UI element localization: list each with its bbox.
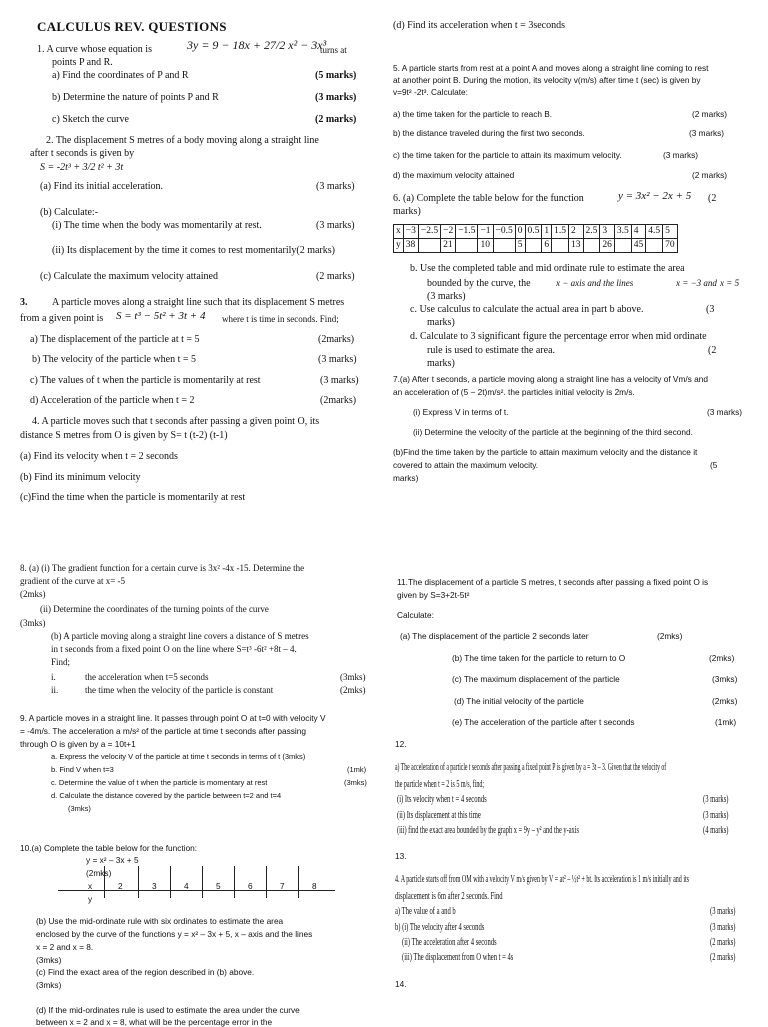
q11b-text: (b) The time taken for the particle to return to O: [452, 653, 626, 663]
q9b-marks: (1mk): [347, 765, 367, 774]
q6-x-cell: 3: [600, 225, 615, 239]
q8-line2: gradient of the curve at x= -5: [20, 576, 126, 586]
q7b-line2: covered to attain the maximum velocity.: [393, 460, 539, 470]
q6-y-label: y: [394, 239, 404, 253]
q10-line1: 10.(a) Complete the table below for the function:: [20, 843, 198, 853]
q1b-text: b) Determine the nature of points P and R: [52, 92, 219, 103]
q6-y-cell: 45: [631, 239, 646, 253]
q12ii-marks-wrap: [703, 809, 745, 821]
q8bii-num: ii.: [51, 685, 59, 695]
q12-line2-text: the particle when t = 2 is 5 m/s, find;: [395, 778, 485, 790]
q10-col-divider: [170, 866, 171, 898]
q6d-line1: d. Calculate to 3 significant figure the percentage error when mid ordinate: [410, 331, 707, 342]
q6-x-cell: −3: [403, 225, 418, 239]
q11a-text: (a) The displacement of the particle 2 seconds later: [400, 631, 589, 641]
q10-x-cell: 6: [248, 881, 253, 891]
q10-function: y = x² – 3x + 5: [86, 855, 139, 865]
q6b-x5: x = 5: [720, 278, 740, 288]
q10-y-label: y: [88, 894, 93, 904]
q12-line2: [395, 778, 557, 790]
q9b-text: b. Find V when t=3: [51, 765, 114, 774]
q5-line3: v=9t² -2t³. Calculate:: [393, 87, 468, 97]
q7i-text: (i) Express V in terms of t.: [413, 407, 509, 417]
q12-num: 12.: [395, 739, 407, 749]
q2a-text: (a) Find its initial acceleration.: [40, 181, 164, 192]
q13iii-marks: (2 marks): [710, 951, 736, 963]
q7-line2: an acceleration of (5 − 2t)m/s². the particles initial velocity is 2m/s.: [393, 387, 635, 397]
q6-y-cell: 21: [441, 239, 456, 253]
q13b-marks-wrap: [710, 921, 752, 933]
q8-line2-marks: (2mks): [20, 589, 46, 599]
q3a-marks: (2marks): [318, 334, 355, 345]
q12iii-marks-wrap: [703, 824, 745, 836]
q10b-line1: (b) Use the mid-ordinate rule with six ordinates to estimate the area: [36, 916, 284, 926]
q3-equation: S = t³ − 5t² + 3t + 4: [116, 310, 206, 322]
q6-x-cell: 1: [542, 225, 552, 239]
q9c-marks: (3mks): [344, 778, 367, 787]
q12ii: [397, 809, 537, 821]
q6-y-cell: 26: [600, 239, 615, 253]
q13ii-marks-wrap: [710, 936, 752, 948]
q1-intro-b: turns at: [320, 45, 347, 55]
q7b-line1: (b)Find the time taken by the particle to attain maximum velocity and the distance it: [393, 447, 698, 457]
q13-line2-text: displacement is 6m after 2 seconds. Find: [395, 890, 503, 902]
q11d-marks: (2mks): [712, 696, 738, 706]
q6b-line2a: bounded by the curve, the: [427, 278, 531, 289]
q6-y-cell: 10: [478, 239, 493, 253]
q11-line1: 11.The displacement of a particle S metres, t seconds after passing a fixed point O is: [397, 577, 709, 587]
q6-equation: y = 3x² − 2x + 5: [618, 190, 692, 202]
q4b-text: (b) Find its minimum velocity: [20, 472, 141, 483]
q12i-marks: (3 marks): [703, 793, 729, 805]
page-title: CALCULUS REV. QUESTIONS: [37, 19, 227, 34]
q11d-text: (d) The initial velocity of the particle: [454, 696, 584, 706]
q11-line2: given by S=3+2t-5t²: [397, 590, 470, 600]
q10b-line3: x = 2 and x = 8.: [36, 942, 94, 952]
q2c-text: (c) Calculate the maximum velocity attained: [40, 271, 218, 282]
q2b-text: (b) Calculate:-: [40, 207, 99, 218]
q10-marks: (2mks): [86, 868, 112, 878]
q13ii: [402, 936, 560, 948]
q4-line1: 4. A particle moves such that t seconds after passing a given point O, its: [32, 416, 320, 427]
q6-y-cell: [583, 239, 600, 253]
q1c-text: c) Sketch the curve: [52, 114, 129, 125]
q11c-text: (c) The maximum displacement of the particle: [452, 674, 620, 684]
q8-line1: 8. (a) (i) The gradient function for a certain curve is 3x² -4x -15. Determine the: [20, 563, 305, 573]
q8ii-marks: (3mks): [20, 618, 46, 628]
q6-x-cell: 3.5: [614, 225, 631, 239]
q10-x-cell: 7: [280, 881, 285, 891]
q10-col-divider: [138, 866, 139, 898]
q6-y-cell: [614, 239, 631, 253]
q13-line1-text: 4. A particle starts off from OM with a velocity V m/s given by V = at² – ½t² + bt. Its acceleration is 1 m/s initially and its: [395, 873, 690, 885]
q6-x-row: [394, 225, 678, 239]
q13a-text: a) The value of a and b: [395, 905, 456, 917]
q6-x-cell: 1.5: [552, 225, 569, 239]
q13b-marks: (3 marks): [710, 921, 736, 933]
q10d-line2: between x = 2 and x = 8, what will be the percentage error in the: [36, 1017, 273, 1027]
q8b-line1: (b) A particle moving along a straight line covers a distance of S metres: [51, 631, 309, 641]
q10-col-divider: [266, 866, 267, 898]
q1-equation: 3y = 9 − 18x + 27/2 x² − 3x³: [187, 38, 327, 52]
q13-line2: [395, 890, 574, 902]
q9d-marks: (3mks): [68, 804, 91, 813]
q5a-marks: (2 marks): [692, 109, 728, 119]
q1a-marks: (5 marks): [315, 70, 357, 81]
q10-x-cell: 5: [216, 881, 221, 891]
q6-y-cell: [552, 239, 569, 253]
q8b-line2: in t seconds from a fixed point O on the line where S=t³ -6t² +8t – 4.: [51, 644, 297, 654]
q3-num: 3.: [20, 297, 28, 308]
q5c-marks: (3 marks): [663, 150, 699, 160]
q12iii-marks: (4 marks): [703, 824, 729, 836]
q6-x-cell: −1: [478, 225, 493, 239]
q6-y-cell: [525, 239, 542, 253]
q12i-marks-wrap: [703, 793, 745, 805]
q10c-line1: (c) Find the exact area of the region described in (b) above.: [36, 967, 255, 977]
q2bi-marks: (3 marks): [316, 220, 355, 231]
q9-line3: through O is given by a = 10t+1: [20, 739, 136, 749]
q6d-marks-a: (2: [708, 345, 717, 356]
q6-x-cell: 4.5: [646, 225, 663, 239]
q12-line1: [395, 761, 768, 773]
q8ii-text: (ii) Determine the coordinates of the turning points of the curve: [40, 604, 269, 614]
q1-intro-c: points P and R.: [52, 57, 113, 68]
q6-y-cell: [456, 239, 478, 253]
q6b-line1: b. Use the completed table and mid ordinate rule to estimate the area: [410, 263, 685, 274]
q6-y-cell: [493, 239, 515, 253]
q6-x-cell: −2.5: [418, 225, 440, 239]
q3b-marks: (3 marks): [318, 354, 357, 365]
q10-col-divider: [202, 866, 203, 898]
q13a-marks-wrap: [710, 905, 752, 917]
q3b-text: b) The velocity of the particle when t = 5: [32, 354, 197, 365]
q10-table-rule: [58, 890, 335, 891]
q13iii-text: (iii) The displacement from O when t = 4s: [402, 951, 514, 963]
q3a-text: a) The displacement of the particle at t = 5: [30, 334, 200, 345]
q6-y-cell: 5: [515, 239, 525, 253]
q5c-text: c) the time taken for the particle to attain its maximum velocity.: [393, 150, 622, 160]
q11a-marks: (2mks): [657, 631, 683, 641]
q3d-text: d) Acceleration of the particle when t = 2: [30, 395, 195, 406]
q6-y-row: [394, 239, 678, 253]
q7i-marks: (3 marks): [707, 407, 743, 417]
q5-line2: at another point B. During the motion, its velocity v(m/s) after time t (sec) is given by: [393, 75, 701, 85]
q13-line1: [395, 873, 768, 885]
q10-x-cell: 4: [184, 881, 189, 891]
q1-intro: 1. A curve whose equation is: [37, 44, 152, 55]
q10c-marks: (3mks): [36, 980, 62, 990]
q6-x-label: x: [394, 225, 404, 239]
q8b-line3: Find;: [51, 657, 71, 667]
q10b-line2: enclosed by the curve of the functions y = x² – 3x + 5, x – axis and the lines: [36, 929, 313, 939]
q2-equation: S = -2t³ + 3/2 t² + 3t: [40, 162, 124, 173]
q1b-marks: (3 marks): [315, 92, 357, 103]
q6-y-cell: 6: [542, 239, 552, 253]
q10-x-cell: 2: [118, 881, 123, 891]
q13ii-text: (ii) The acceleration after 4 seconds: [402, 936, 497, 948]
q7b-marks-a: (5: [710, 460, 718, 470]
q11e-text: (e) The acceleration of the particle after t seconds: [452, 717, 635, 727]
q5-line1: 5. A particle starts from rest at a point A and moves along a straight line coming to rest: [393, 63, 709, 73]
q1a-text: a) Find the coordinates of P and R: [52, 70, 189, 81]
q6c-marks-a: (3: [706, 304, 715, 315]
q6c-line1: c. Use calculus to calculate the actual area in part b above.: [410, 304, 644, 315]
q8bi-text: the acceleration when t=5 seconds: [85, 672, 209, 682]
q10b-marks: (3mks): [36, 955, 62, 965]
q6b-marks: (3 marks): [427, 291, 466, 302]
q10-col-divider: [104, 866, 105, 898]
q9d-text: d. Calculate the distance covered by the particle between t=2 and t=4: [51, 791, 282, 800]
q10-x-label: x: [88, 881, 93, 891]
q8bii-marks: (2mks): [340, 685, 366, 695]
q14-num: 14.: [395, 979, 407, 989]
q10-col-divider: [234, 866, 235, 898]
q2bii-text: (ii) Its displacement by the time it comes to rest momentarily(2 marks): [52, 245, 335, 256]
q6-x-cell: 5: [663, 225, 678, 239]
q7-line1: 7.(a) After t seconds, a particle moving along a straight line has a velocity of Vm/s and: [393, 374, 708, 384]
q13a: [395, 905, 496, 917]
q6-x-cell: 2.5: [583, 225, 600, 239]
q9-line2: = -4m/s. The acceleration a m/s² of the particle at time t seconds after passing: [20, 726, 306, 736]
q2c-marks: (2 marks): [316, 271, 355, 282]
q2-line1: 2. The displacement S metres of a body moving along a straight line: [46, 135, 319, 146]
q12i-text: (i) Its velocity when t = 4 seconds: [397, 793, 487, 805]
q11b-marks: (2mks): [709, 653, 735, 663]
q12i: [397, 793, 546, 805]
q6-value-table: [393, 224, 678, 253]
q6-y-cell: 38: [403, 239, 418, 253]
q6d-marks-b: marks): [427, 358, 455, 369]
q6-x-cell: −1.5: [456, 225, 478, 239]
q9-line1: 9. A particle moves in a straight line. It passes through point O at t=0 with velocity V: [20, 713, 326, 723]
q13-num: 13.: [395, 851, 407, 861]
q6-marks-b: marks): [393, 206, 421, 217]
q13iii-marks-wrap: [710, 951, 752, 963]
q12iii: [397, 824, 711, 836]
q6-x-cell: 2: [569, 225, 584, 239]
q5b-text: b) the distance traveled during the first two seconds.: [393, 128, 585, 138]
q8bi-num: i.: [51, 672, 56, 682]
q13a-marks: (3 marks): [710, 905, 736, 917]
q6-x-cell: 4: [631, 225, 646, 239]
q3-line2b: where t is time in seconds. Find;: [222, 314, 339, 324]
q6-x-cell: 0: [515, 225, 525, 239]
q6-y-cell: [418, 239, 440, 253]
q2-line2: after t seconds is given by: [30, 148, 135, 159]
q9a-text: a. Express the velocity V of the particle at time t seconds in terms of t (3mks): [51, 752, 306, 761]
q5b-marks: (3 marks): [689, 128, 725, 138]
q6b-axis: x − axis and the lines: [556, 278, 634, 288]
q8bi-marks: (3mks): [340, 672, 366, 682]
q4a-text: (a) Find its velocity when t = 2 seconds: [20, 451, 178, 462]
q7b-marks-b: marks): [393, 473, 419, 483]
q6-x-cell: −0.5: [493, 225, 515, 239]
q6-x-cell: −2: [441, 225, 456, 239]
q2bi-text: (i) The time when the body was momentarily at rest.: [52, 220, 262, 231]
q4d-text: (d) Find its acceleration when t = 3seconds: [393, 20, 565, 31]
q10d-line1: (d) If the mid-ordinates rule is used to estimate the area under the curve: [36, 1005, 300, 1015]
q12ii-marks: (3 marks): [703, 809, 729, 821]
q13b-text: b) (i) The velocity after 4 seconds: [395, 921, 485, 933]
q2a-marks: (3 marks): [316, 181, 355, 192]
q5a-text: a) the time taken for the particle to reach B.: [393, 109, 553, 119]
q12-line1-text: a) The acceleration of a particle t seconds after passing a fixed point P is given by a = 3t – 3. Given that the velocity of: [395, 761, 667, 773]
q6-x-cell: 0.5: [525, 225, 542, 239]
q6-y-cell: 70: [663, 239, 678, 253]
q3c-text: c) The values of t when the particle is momentarily at rest: [30, 375, 261, 386]
q6d-line2: rule is used to estimate the area.: [427, 345, 556, 356]
q1c-marks: (2 marks): [315, 114, 357, 125]
q13b: [395, 921, 544, 933]
q6-y-cell: 13: [569, 239, 584, 253]
q8bii-text: the time when the velocity of the particle is constant: [85, 685, 274, 695]
q11c-marks: (3mks): [712, 674, 738, 684]
q6b-lines: x = −3 and: [676, 278, 717, 288]
q6-y-cell: [646, 239, 663, 253]
q13ii-marks: (2 marks): [710, 936, 736, 948]
q12ii-text: (ii) Its displacement at this time: [397, 809, 481, 821]
q3d-marks: (2marks): [320, 395, 357, 406]
q6-marks-a: (2: [708, 193, 717, 204]
q4c-text: (c)Find the time when the particle is momentarily at rest: [20, 492, 246, 503]
q7ii-text: (ii) Determine the velocity of the particle at the beginning of the third second.: [413, 427, 693, 437]
q10-col-divider: [298, 866, 299, 898]
q10-x-cell: 8: [312, 881, 317, 891]
q4-line2: distance S metres from O is given by S= t (t-2) (t-1): [20, 430, 228, 441]
q10-x-cell: 3: [152, 881, 157, 891]
q3c-marks: (3 marks): [320, 375, 359, 386]
q6-intro: 6. (a) Complete the table below for the function: [393, 193, 584, 204]
q5d-marks: (2 marks): [692, 170, 728, 180]
q11-calc: Calculate:: [397, 610, 434, 620]
q12iii-text: (iii) find the exact area bounded by the graph x = 9y – y² and the y-axis: [397, 824, 579, 836]
q13iii: [402, 951, 588, 963]
q11e-marks: (1mk): [715, 717, 737, 727]
q3-line1: A particle moves along a straight line such that its displacement S metres: [52, 297, 345, 308]
q5d-text: d) the maximum velocity attained: [393, 170, 515, 180]
q9c-text: c. Determine the value of t when the particle is momentary at rest: [51, 778, 268, 787]
q6c-marks-b: marks): [427, 317, 455, 328]
q3-line2a: from a given point is: [20, 313, 104, 324]
